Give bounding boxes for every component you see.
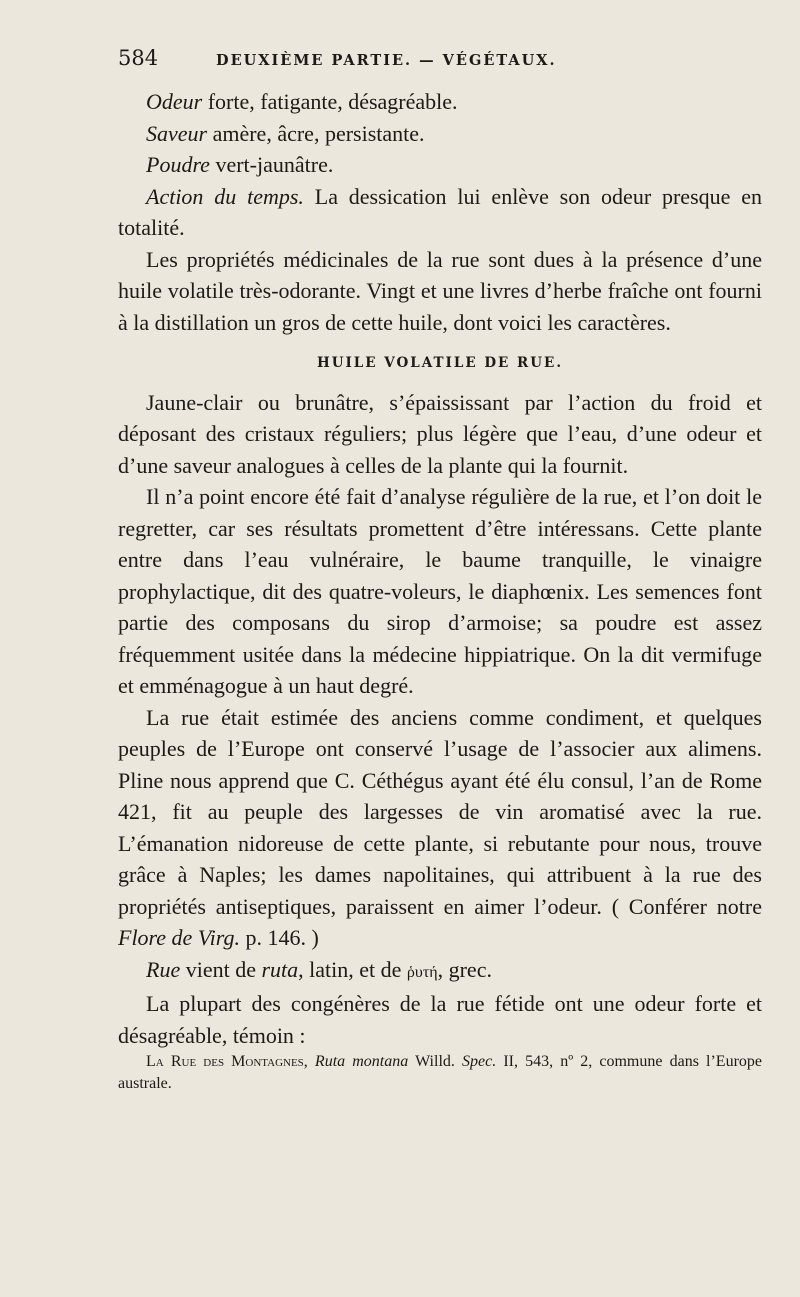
paragraph-anciens (118, 702, 762, 954)
page-number: 584 (118, 46, 159, 70)
anciens-end: p. 146. ) (240, 925, 319, 950)
line-action (118, 181, 762, 244)
footnote-latin: Ruta montana (314, 1053, 409, 1070)
poudre-text: vert-jaunâtre. (209, 152, 334, 177)
paragraph-congeneres: La plupart des congénères de la rue fétide ont une odeur forte et désagréable, témoin : (118, 991, 762, 1048)
page-header (118, 46, 762, 86)
action-text: La dessication lui enlève son odeur presque en totalité. (118, 183, 762, 240)
flore-reference: Flore de Virg. (118, 925, 240, 950)
paragraph-analyse: Il n’a point encore été fait d’analyse régulière de la rue, et l’on doit le regretter, car ses résultats promettent d’être intéressans. Cette plante entre dans l’eau vulnéraire, le baume tranquille, le vinaigre prophylactique, dit des quatre-voleurs, le diaphœnix. Les semences font partie des composans du sirop d’armoise; sa poudre est assez fréquemment usitée dans la médecine hippiatrique. On la dit vermifuge et emménagogue à un haut degré. (118, 484, 762, 698)
line-odeur (118, 86, 762, 118)
footnote-ref-b: II, 543, nº 2, commune dans l’Europe australe. (118, 1053, 763, 1092)
running-title: DEUXIÈME PARTIE. — VÉGÉTAUX. (216, 52, 557, 69)
etym-rue: Rue (146, 956, 181, 982)
etym-text-2: , latin, et de (298, 956, 407, 982)
body-text (118, 86, 762, 1095)
saveur-label: Saveur (146, 120, 208, 146)
section-heading: HUILE VOLATILE DE RUE. (316, 355, 564, 371)
etym-text-1: vient de (180, 956, 262, 982)
footnote-spec: Spec. (462, 1053, 497, 1070)
footnote-sep: , (303, 1053, 315, 1070)
saveur-text: amère, âcre, persistante. (207, 120, 425, 146)
etym-greek: ῥυτή (406, 963, 438, 981)
footnote-ref-a: Willd. (408, 1053, 462, 1070)
paragraph-proprietes: Les propriétés médicinales de la rue sont dues à la présence d’une huile volatile très-odorante. Vingt et une livres d’herbe fraîche ont fourni à la distillation un gros de cette huile, dont voici les caractères. (118, 246, 762, 335)
anciens-text: La rue était estimée des anciens comme condiment, et quelques peuples de l’Europe ont conservé l’usage de l’associer aux alimens. Pline nous apprend que C. Céthégus ayant été élu consul, l’an de Rome 421, fit au peuple des largesses de vin aromatisé avec la rue. L’émanation nidoreuse de cette plante, si rebutante pour nous, trouve grâce à Naples; les dames napolitaines, qui attribuent à la rue des propriétés antiseptiques, paraissent en aimer l’odeur. ( Conférer notre (118, 704, 762, 919)
footnote-name: La Rue des Montagnes (146, 1053, 304, 1070)
poudre-label: Poudre (146, 152, 210, 177)
paragraph-etymologie (118, 954, 762, 989)
line-saveur (118, 118, 762, 150)
odeur-label: Odeur (146, 89, 203, 114)
etym-text-3: , grec. (437, 956, 492, 982)
footnote-rue-montagnes (118, 1051, 762, 1095)
odeur-text: forte, fatigante, désagréable. (202, 89, 458, 114)
etym-ruta: ruta (261, 956, 299, 982)
line-poudre (118, 149, 762, 181)
action-label: Action du temps. (146, 183, 304, 209)
paragraph-huile: Jaune-clair ou brunâtre, s’épaississant par l’action du froid et déposant des cristaux réguliers; plus légère que l’eau, d’une odeur et d’une saveur analogues à celles de la plante qui la fournit. (118, 389, 762, 478)
